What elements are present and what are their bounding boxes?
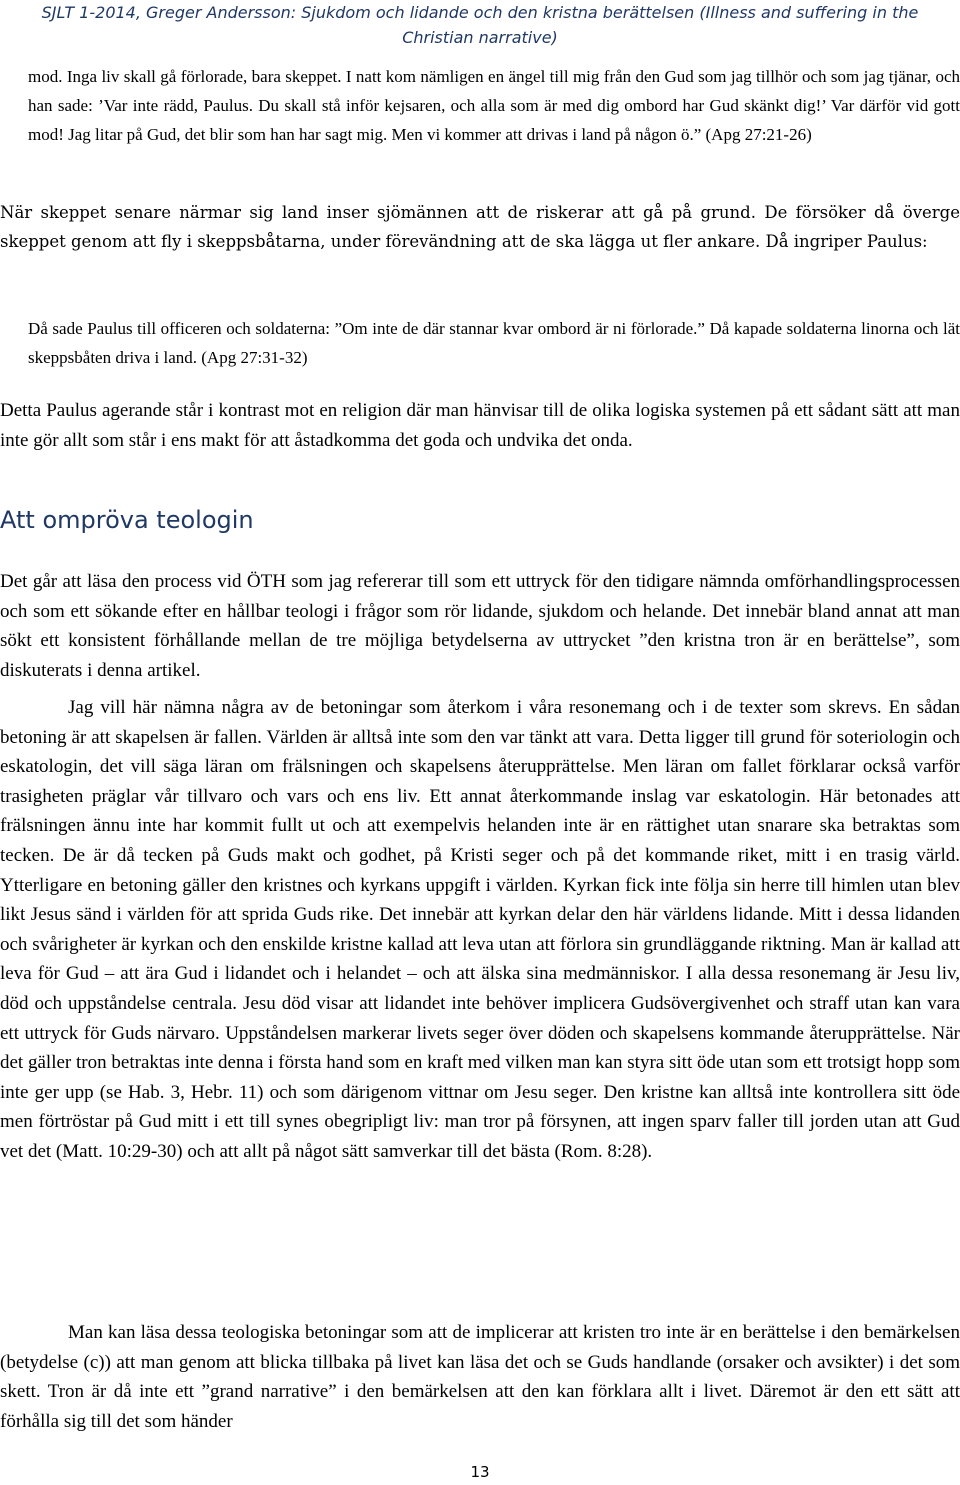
running-header: [0, 0, 960, 50]
block-quote-1: [28, 62, 960, 149]
section-heading: Att ompröva teologin: [0, 506, 254, 534]
page-number: 13: [470, 1463, 490, 1481]
paragraph-1: När skeppet senare närmar sig land inser sjömännen att de riskerar att gå på grund. De försöker då överge skeppet genom att fly i skeppsbåtarna, under förevändning att de ska lägga ut fler ankare. Då ingriper Paulus:: [0, 203, 960, 251]
running-header-line-2: Christian narrative): [402, 28, 558, 47]
paragraph-3: Det går att läsa den process vid ÖTH som jag refererar till som ett uttryck för den tidigare nämnda omförhandlingsprocessen och som ett sökande efter en hållbar teologi i frågor som rör lidande, sjukdom och helande. Det innebär bland annat att man sökt ett konsistent förhållande mellan de tre möjliga betydelserna av uttrycket ”den kristna tron är en berättelse”, som diskuterats i denna artikel.: [0, 571, 960, 681]
block-quote-2: [28, 314, 960, 372]
running-header-line-1: SJLT 1-2014, Greger Andersson: Sjukdom och lidande och den kristna berättelsen (Illness and suffering in the: [41, 3, 919, 22]
paragraph-5: Man kan läsa dessa teologiska betoningar som att de implicerar att kristen tro inte är en berättelse i den bemärkelsen (betydelse (c)) att man genom att blicka tillbaka på livet kan läsa det och se Guds handlande (orsaker och avsikter) i det som skett. Tron är då inte ett ”grand narrative” i den bemärkelsen att den kan förklara allt i livet. Däremot är den ett sätt att förhålla sig till det som händer: [0, 1322, 960, 1432]
paragraph-2: Detta Paulus agerande står i kontrast mot en religion där man hänvisar till de olika logiska systemen på ett sådant sätt att man inte gör allt som står i ens makt för att åstadkomma det goda och undvika det onda.: [0, 400, 960, 451]
block-quote-2-citation: (Apg 27:31-32): [201, 348, 308, 367]
block-quote-1-citation: (Apg 27:21-26): [705, 125, 812, 144]
paragraph-4: Jag vill här nämna några av de betoningar som återkom i våra resonemang och i de texter som skrevs. En sådan betoning är att skapelsen är fallen. Världen är alltså inte som den var tänkt att vara. Detta ligger till grund för soteriologin och eskatologin, det vill säga läran om frälsningen och skapelsens återupprättelse. Men läran om fallet förklarar också varför trasigheten präglar vår tillvaro och vars och ens liv. Ett annat återkommande inslag var eskatologin. Här betonades att frälsningen ännu inte har kommit fullt ut och att exempelvis helanden inte är en rättighet utan snarare ska betraktas som tecken. De är då tecken på Guds makt och godhet, på Kristi seger och på det kommande riket, mitt i en trasig värld. Ytterligare en betoning gäller den kristnes och kyrkans uppgift i världen. Kyrkan fick inte följa sin herre till himlen utan blev likt Jesus sänd i världen för att sprida Guds rike. Det innebär att kyrkan delar den här världens lidande. Mitt i dessa lidanden och svårigheter är kyrkan och den enskilde kristne kallad att leva utan att förlora sin grundläggande riktning. Man är kallad att leva för Gud – att ära Gud i lidandet och i helandet – och att älska sina medmänniskor. I alla dessa resonemang är Jesu liv, död och uppståndelse centrala. Jesu död visar att lidandet inte behöver implicera Gudsövergivenhet och straff utan kan vara ett uttryck för Guds närvaro. Uppståndelsen markerar livets seger över döden och skapelsens kommande återupprättelse. När det gäller tron betraktas inte denna i första hand som en kraft med vilken man kan styra sitt öde utan som ett trotsigt hopp som inte ger upp (se Hab. 3, Hebr. 11) och som därigenom vittnar om Jesu seger. Den kristne kan alltså inte kontrollera sitt öde men förtröstar på Gud mitt i ett till synes obegripligt liv: man tror på försynen, att ingen sparv faller till jorden utan att Gud vet det (Matt. 10:29-30) och att allt på något sätt samverkar till det bästa (Rom. 8:28).: [0, 697, 960, 1162]
block-quote-2-text: Då sade Paulus till officeren och soldaterna: ”Om inte de där stannar kvar ombord är ni förlorade.” Då kapade soldaterna linorna och lät skeppsbåten driva i land.: [28, 319, 960, 367]
block-quote-1-text: mod. Inga liv skall gå förlorade, bara skeppet. I natt kom nämligen en ängel till mig från den Gud som jag tillhör och som jag tjänar, och han sade: ’Var inte rädd, Paulus. Du skall stå inför kejsaren, och alla som är med dig ombord har Gud skänkt dig!’ Var därför vid gott mod! Jag litar på Gud, det blir som han har sagt mig. Men vi kommer att drivas i land på någon ö.”: [28, 67, 960, 144]
